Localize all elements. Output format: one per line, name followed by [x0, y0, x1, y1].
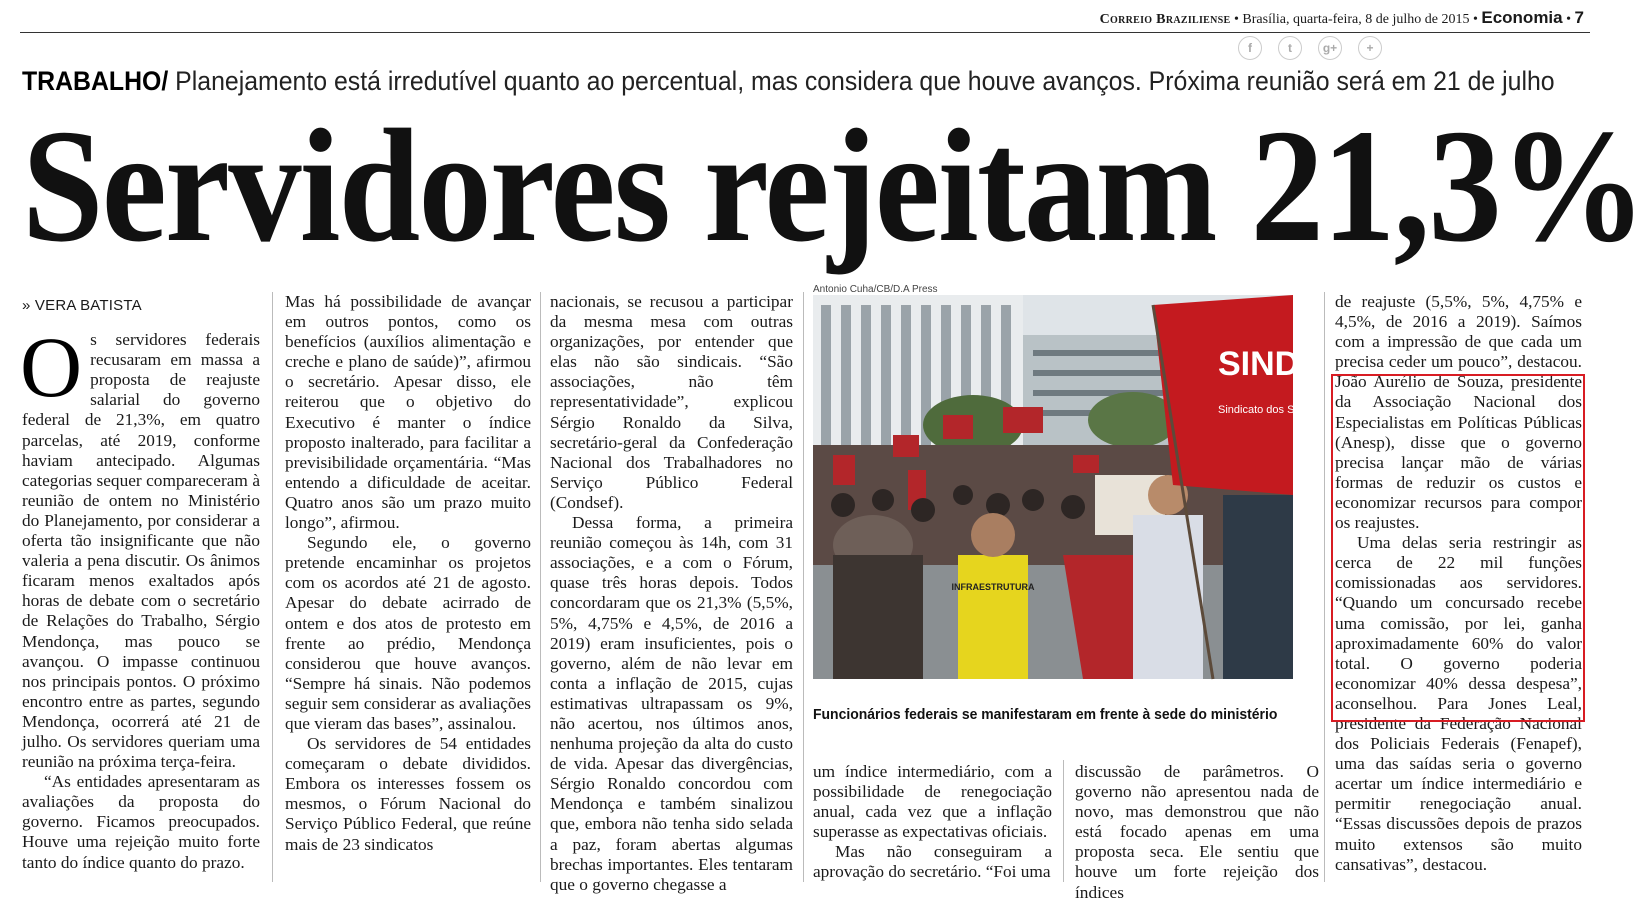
photo-caption: Funcionários federais se manifestaram em frente à sede do ministério — [813, 706, 1278, 723]
drop-cap: O — [20, 319, 83, 416]
paragraph: Os servidores de 54 entidades começaram o debate divididos. Embora os interesses fossem os mesmos, o Fórum Nacional do Serviço Público Federal, que reúne mais de 23 sindicatos — [285, 734, 531, 854]
vest-text: INFRAESTRUTURA — [951, 582, 1035, 592]
share-bar — [1238, 36, 1382, 60]
paragraph: Os servidores federais recusaram em massa a proposta de reajuste salarial do governo federal de 21,3%, em quatro parcelas, até 2019, conforme haviam antecipado. Algumas categorias sequer compareceram à reunião de ontem no Ministério do Planejamento, por considerar a oferta tão insignificante que não valeria a pena discutir. Os ânimos ficaram menos exaltados após horas de debate com o secretário de Relações do Trabalho, Sérgio Mendonça, mas pouco se avançou. O impasse continuou nos principais pontos. O próximo encontro entre as partes, segundo Mendonça, ocorrerá até 21 de julho. Os servidores queriam uma reunião na próxima terça-feira. — [20, 319, 260, 772]
paragraph: de reajuste (5,5%, 5%, 4,75% e 4,5%, de 2016 a 2019). Saímos com a impressão de que cada um precisa ceder um pouco”, destacou. João Aurélio de Souza, presidente da Associação Nacional dos Especialistas em Políticas Públicas (Anesp), disse que o governo precisa lançar mão de várias formas de reduzir os custos e economizar recursos para compor os reajustes. — [1335, 292, 1582, 533]
newspaper-name: Correio Braziliense — [1099, 12, 1231, 27]
page-number: 7 — [1574, 8, 1584, 27]
paragraph: Mas não conseguiram a aprovação do secretário. “Foi uma — [813, 842, 1052, 882]
article-column-3 — [550, 292, 793, 894]
article-column-1 — [22, 296, 260, 886]
photo-credit: Antonio Cuha/CB/D.A Press — [813, 284, 938, 295]
kicker-label: TRABALHO/ — [22, 66, 169, 96]
twitter-icon[interactable]: t — [1278, 36, 1302, 60]
paragraph: Dessa forma, a primeira reunião começou às 14h, com 31 associações, e a com o Fórum, quase três horas depois. Todos concordaram que os 21,3% (5,5%, 5%, 4,75% e 4,5%, de 2016 a 2019) eram insuficientes, pois o governo, além de não levar em conta a inflação de 2015, cujas estimativas ultrapassam os 9%, não acertou, nos últimos anos, nenhuma projeção da alta do custo de vida. Apesar das divergências, Sérgio Ronaldo concordou com Mendonça e também sinalizou que, embora não tenha sido selada a paz, foram abertas algumas brechas importantes. Eles tentaram que o governo chegasse a — [550, 513, 793, 894]
kicker-text: Planejamento está irredutível quanto ao percentual, mas considera que houve avanços. Próxima reunião será em 21 de julho — [168, 66, 1555, 96]
kicker — [22, 66, 1555, 97]
paragraph: Segundo ele, o governo pretende encaminhar os projetos com os acordos até 21 de agosto. Apesar do debate acirrado de ontem e dos atos de protesto em frente ao prédio, Mendonça considerou que houve avanços. “Sempre há sinais. Não podemos seguir sem considerar as avaliações que vieram das bases”, assinalou. — [285, 533, 531, 733]
facebook-icon[interactable]: f — [1238, 36, 1262, 60]
dateline: Brasília, quarta-feira, 8 de julho de 2015 — [1242, 12, 1470, 27]
column-divider — [272, 292, 273, 882]
flag-text: SINDS — [1218, 345, 1322, 383]
column-divider — [540, 292, 541, 882]
article-column-2 — [285, 292, 531, 884]
column-divider — [1063, 760, 1064, 882]
paragraph: um índice intermediário, com a possibilidade de renegociação anual, cada vez que a inflação superasse as expectativas oficiais. — [813, 762, 1052, 842]
column-divider — [1324, 292, 1325, 882]
paragraph: Mas há possibilidade de avançar em outros pontos, como os benefícios (auxílios alimentação e creche e plano de saúde)”, afirmou o secretário. Apesar disso, ele reiterou que o objetivo do Executivo é manter o índice proposto inalterado, para facilitar a previsibilidade orçamentária. “Mas entendo a dificuldade de aceitar. Quatro anos são um prazo muito longo”, afirmou. — [285, 292, 531, 533]
paragraph: Uma delas seria restringir as cerca de 22 mil funções comissionadas aos servidores. “Quando um concursado recebe uma comissão, por lei, ganha aproximadamente 60% do valor total. O governo poderia economizar 40% dessa despesa”, aconselhou. Para Jones Leal, presidente da Federação Nacional dos Policiais Federais (Fenapef), uma das saídas seria o governo acertar um índice intermediário e permitir renegociação anual. “Essas discussões depois de prazos muito extensos são muito cansativas”, destacou. — [1335, 533, 1582, 874]
section-name: Economia — [1481, 8, 1563, 27]
paragraph: “As entidades apresentaram as avaliações da proposta do governo. Ficamos preocupados. Houve uma rejeição muito forte tanto do índice quanto do prazo. — [22, 772, 260, 872]
byline: » VERA BATISTA — [22, 297, 142, 314]
column-divider — [803, 292, 804, 882]
paragraph: nacionais, se recusou a participar da mesma mesa com outras organizações, por entender que elas não são sindicais. “São associações, não têm representatividade”, explicou Sérgio Ronaldo da Silva, secretário-geral da Confederação Nacional dos Trabalhadores no Serviço Público Federal (Condsef). — [550, 292, 793, 512]
plus-icon[interactable]: + — [1358, 36, 1382, 60]
article-column-5 — [1075, 762, 1319, 902]
headline: Servidores rejeitam 21,3% — [22, 97, 1645, 276]
google-plus-icon[interactable]: g+ — [1318, 36, 1342, 60]
article-column-4 — [813, 762, 1052, 886]
masthead: Correio Braziliense • Brasília, quarta-feira, 8 de julho de 2015 • Economia • 7 — [1099, 8, 1584, 27]
highlight-box — [1331, 374, 1585, 722]
paragraph: discussão de parâmetros. O governo não apresentou nada de novo, mas demonstrou que não está focado apenas em uma proposta seca. Ele sentiu que houve um forte rejeição dos índices — [1075, 762, 1319, 902]
flag-subtext: Sindicato dos S — [1218, 404, 1295, 416]
protest-photo — [813, 295, 1322, 679]
protest-photo-illustration — [813, 295, 1322, 679]
masthead-rule — [20, 32, 1590, 33]
